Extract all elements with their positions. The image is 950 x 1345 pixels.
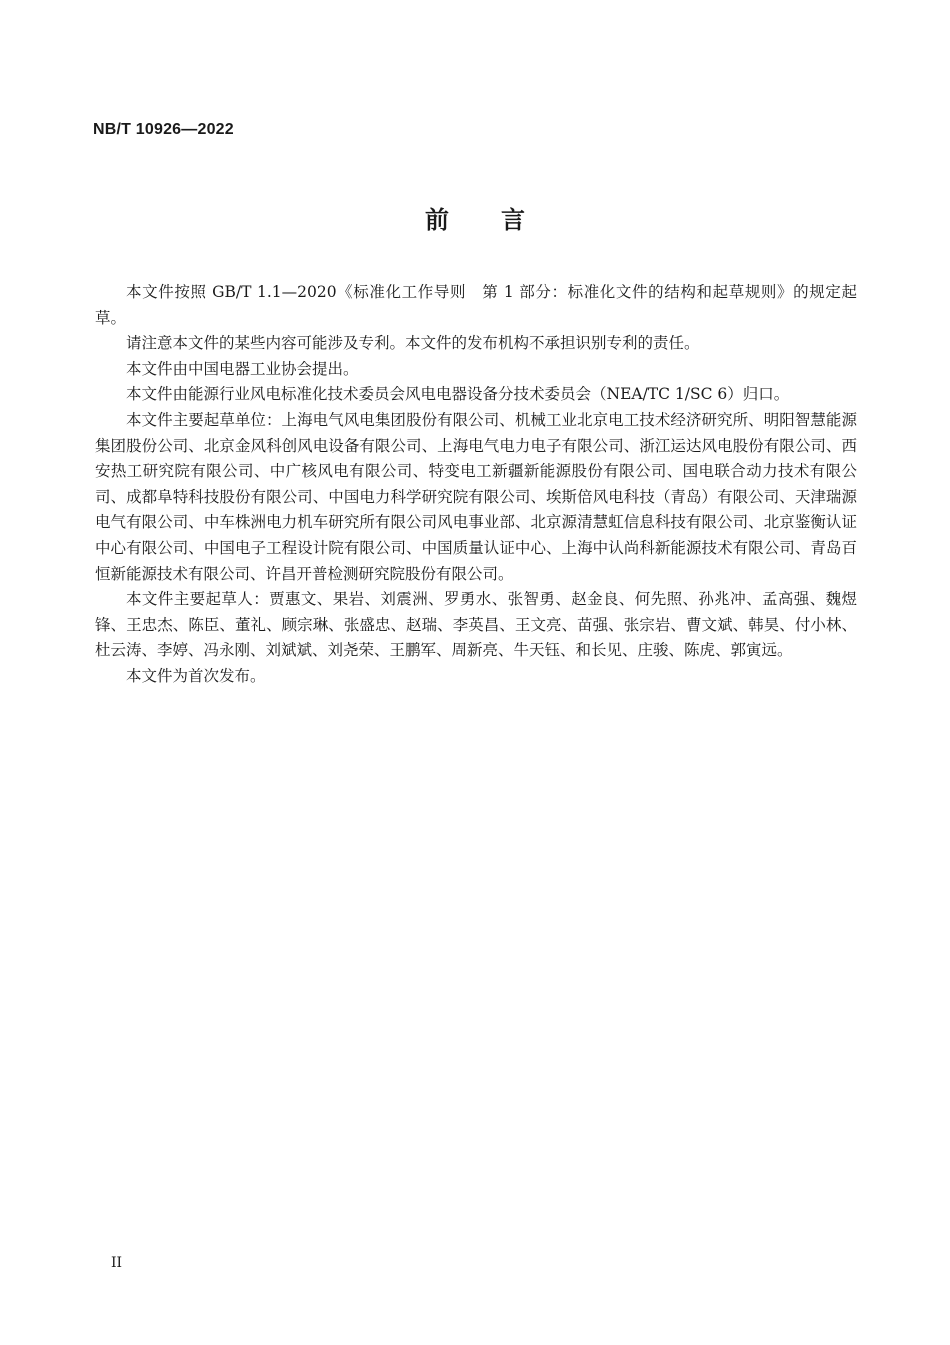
paragraph-first-release: 本文件为首次发布。 [126,666,266,685]
paragraph-drafters: 本文件主要起草人：贾惠文、果岩、刘震洲、罗勇水、张智勇、赵金良、何先照、孙兆冲、孟高强、魏煜锋、王忠杰、陈臣、董礼、顾宗琳、张盛忠、赵瑞、李英昌、王文亮、苗强、张宗岩、曹文斌、韩昊、付小林、杜云涛、李婷、冯永刚、刘斌斌、刘尧荣、王鹏军、周新亮、牛天钰、和长见、庄骏、陈虎、郭寅远。 [95,590,857,660]
paragraph-drafting-organizations: 本文件主要起草单位：上海电气风电集团股份有限公司、机械工业北京电工技术经济研究所、明阳智慧能源集团股份公司、北京金风科创风电设备有限公司、上海电气电力电子有限公司、浙江运达风电股份有限公司、西安热工研究院有限公司、中广核风电有限公司、特变电工新疆新能源股份有限公司、国电联合动力技术有限公司、成都阜特科技股份有限公司、中国电力科学研究院有限公司、埃斯倍风电科技（青岛）有限公司、天津瑞源电气有限公司、中车株洲电力机车研究所有限公司风电事业部、北京源清慧虹信息科技有限公司、北京鉴衡认证中心有限公司、中国电子工程设计院有限公司、中国质量认证中心、上海中认尚科新能源技术有限公司、青岛百恒新能源技术有限公司、许昌开普检测研究院股份有限公司。 [95,410,857,583]
page-number: II [111,1255,123,1271]
standard-code: NB/T 10926—2022 [93,121,234,138]
page-title: 前言 [425,206,577,234]
paragraph-patent-notice: 请注意本文件的某些内容可能涉及专利。本文件的发布机构不承担识别专利的责任。 [126,334,700,353]
foreword-body [95,280,857,690]
paragraph-proposer: 本文件由中国电器工业协会提出。 [126,359,359,378]
paragraph-drafting-rules: 本文件按照 GB/T 1.1—2020《标准化工作导则 第 1 部分：标准化文件的结构和起草规则》的规定起草。 [95,283,857,327]
paragraph-technical-committee: 本文件由能源行业风电标准化技术委员会风电电器设备分技术委员会（NEA/TC 1/SC 6）归口。 [126,385,790,404]
